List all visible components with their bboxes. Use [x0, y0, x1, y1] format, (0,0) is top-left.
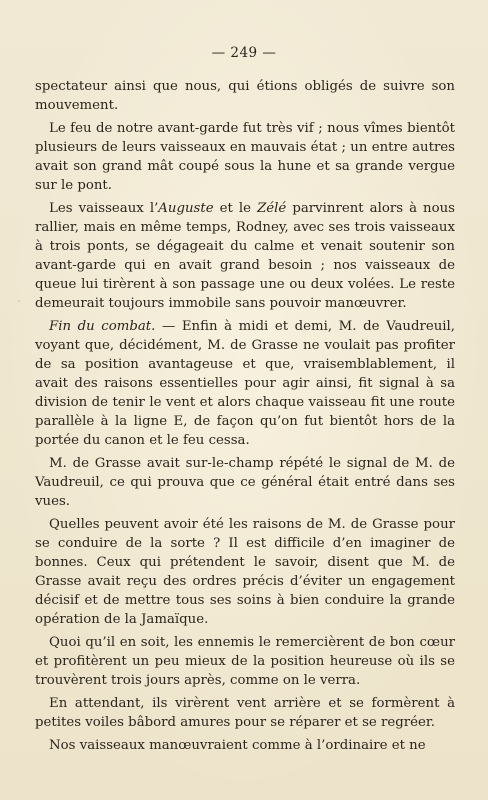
ship-name-auguste: Auguste [158, 201, 214, 216]
paragraph-8 [35, 694, 455, 732]
text-segment: spectateur ainsi que nous, qui étions obligés de suivre son mouvement. [35, 79, 455, 113]
text-segment: Le feu de notre avant-garde fut très vif ; nous vîmes bientôt plusieurs de leurs vaisseaux en mauvais état ; un entre autres avait son grand mât coupé sous la hune et sa grande vergue sur le pont. [35, 121, 455, 193]
section-heading-fin-du-combat: Fin du combat. [49, 319, 156, 334]
paragraph-5 [35, 454, 455, 511]
paragraph-1 [35, 77, 455, 115]
text-segment: et le [213, 201, 258, 216]
paper-speck [444, 588, 446, 590]
text-segment: M. de Grasse avait sur-le-champ répété le signal de M. de Vaudreuil, ce qui prouva que ce général était entré dans ses vues. [35, 456, 455, 509]
paragraph-6 [35, 515, 455, 629]
paragraph-4 [35, 317, 455, 450]
body-text [35, 77, 455, 759]
paragraph-7 [35, 633, 455, 690]
paragraph-2 [35, 119, 455, 195]
paragraph-9 [35, 736, 455, 755]
text-segment: parvinrent alors à nous rallier, mais en même temps, Rodney, avec ses trois vaisseaux à trois ponts, se dégageait du calme et venait soutenir son avant-garde qui en avait grand besoin ; nos vaisseaux de queue lui tirèrent à son passage une ou deux volées. Le reste demeurait toujours immobile sans pouvoir manœuvrer. [35, 201, 455, 311]
text-segment: — Enfin à midi et demi, M. de Vaudreuil, voyant que, décidément, M. de Grasse ne voulait pas profiter de sa position avantageuse et que, vraisemblablement, il avait des raisons essentielles pour agir ainsi, fit signal à sa division de tenir le vent et alors chaque vaisseau fit une route parallèle à la ligne E, de façon qu’on fut bientôt hors de la portée du canon et le feu cessa. [35, 319, 455, 448]
text-segment: Quoi qu’il en soit, les ennemis le remercièrent de bon cœur et profitèrent un peu mieux de la position heureuse où ils se trouvèrent trois jours après, comme on le verra. [35, 635, 455, 688]
ship-name-zele: Zélé [257, 201, 287, 216]
paper-speck [18, 300, 20, 302]
text-segment: En attendant, ils virèrent vent arrière et se formèrent à petites voiles bâbord amures pour se réparer et se regréer. [35, 696, 455, 730]
text-segment: Les vaisseaux l’ [49, 201, 159, 216]
text-segment: Nos vaisseaux manœuvraient comme à l’ordinaire et ne [49, 738, 426, 753]
page-number: — 249 — [211, 45, 277, 61]
text-segment: Quelles peuvent avoir été les raisons de M. de Grasse pour se conduire de la sorte ? Il est difficile d’en imaginer de bonnes. Ceux qui prétendent le savoir, disent que M. de Grasse avait reçu des ordres précis d’éviter un engagement décisif et de mettre tous ses soins à bien conduire la grande opération de la Jamaïque. [35, 517, 455, 627]
paragraph-3 [35, 199, 455, 313]
